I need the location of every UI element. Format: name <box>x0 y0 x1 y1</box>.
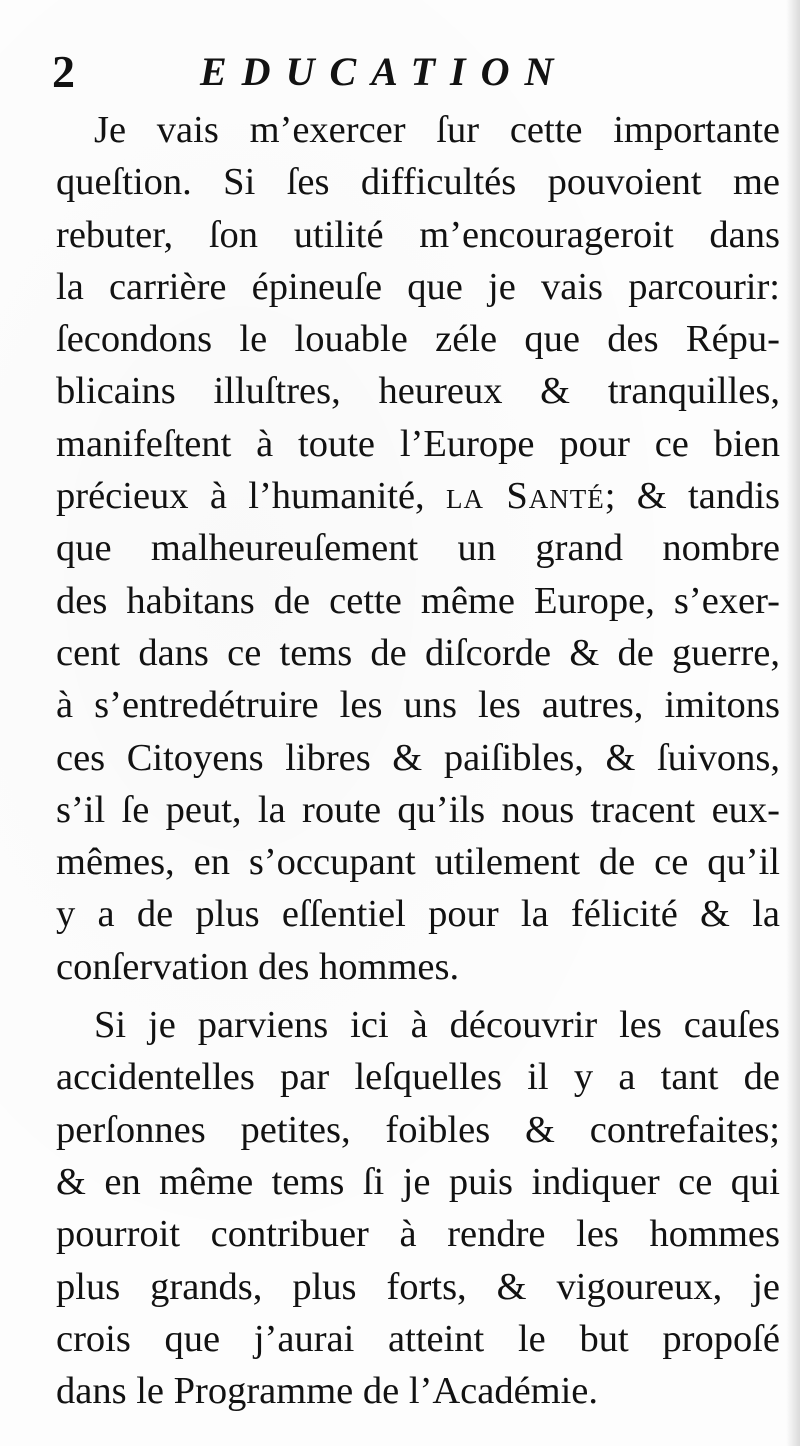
running-head <box>52 42 772 102</box>
text-line: y a de plus eſſentiel pour la félicité & la <box>56 893 780 936</box>
text-line: des habitans de cette même Europe, s’exer- <box>56 579 780 622</box>
text-line: dans le Programme de l’Académie. <box>56 1370 599 1413</box>
text-line: conſervation des hommes. <box>56 945 460 988</box>
body-text <box>56 104 780 1417</box>
text-line: Si je parviens ici à découvrir les cauſes <box>94 1004 780 1047</box>
text-line: ſecondons le louable zéle que des Répu- <box>56 318 780 361</box>
text-line: queſtion. Si ſes difficultés pouvoient me <box>56 161 780 204</box>
text-line: accidentelles par leſquelles il y a tant de <box>56 1056 780 1099</box>
text-line: pourroit contribuer à rendre les hommes <box>56 1213 780 1256</box>
text-line: crois que j’aurai atteint le but propoſé <box>56 1317 780 1360</box>
text-line: que malheureuſement un grand nombre <box>56 527 780 570</box>
text-line: plus grands, plus forts, & vigoureux, je <box>56 1265 780 1308</box>
text-line-mixed <box>56 470 780 522</box>
text-line: la carrière épineuſe que je vais parcourir: <box>56 265 780 308</box>
paragraph-2 <box>56 999 780 1417</box>
paragraph-1 <box>56 104 780 993</box>
text-fragment: précieux à l’humanité, <box>56 475 425 518</box>
text-line: ces Citoyens libres & paiſibles, & ſuivons, <box>56 736 780 779</box>
text-line: s’il ſe peut, la route qu’ils nous tracent eux- <box>56 788 780 831</box>
text-line: manifeſtent à toute l’Europe pour ce bien <box>56 422 780 465</box>
text-line: à s’entredétruire les uns les autres, imitons <box>56 684 780 727</box>
running-title: EDUCATION <box>200 49 569 94</box>
page-edge-shadow <box>786 0 800 1446</box>
text-line: Je vais m’exercer ſur cette importante <box>94 109 780 151</box>
text-line: cent dans ce tems de diſcorde & de guerre, <box>56 631 780 674</box>
page-number: 2 <box>52 46 75 97</box>
text-line: mêmes, en s’occupant utilement de ce qu’il <box>56 841 780 884</box>
text-line: rebuter, ſon utilité m’encourageroit dans <box>56 213 780 256</box>
text-line: perſonnes petites, foibles & contrefaites; <box>56 1108 780 1151</box>
smallcaps-term: la Santé <box>446 475 605 518</box>
text-fragment: ; & tandis <box>604 475 780 518</box>
text-line: & en même tems ſi je puis indiquer ce qui <box>56 1160 780 1203</box>
text-line: blicains illuſtres, heureux & tranquilles, <box>56 370 780 413</box>
